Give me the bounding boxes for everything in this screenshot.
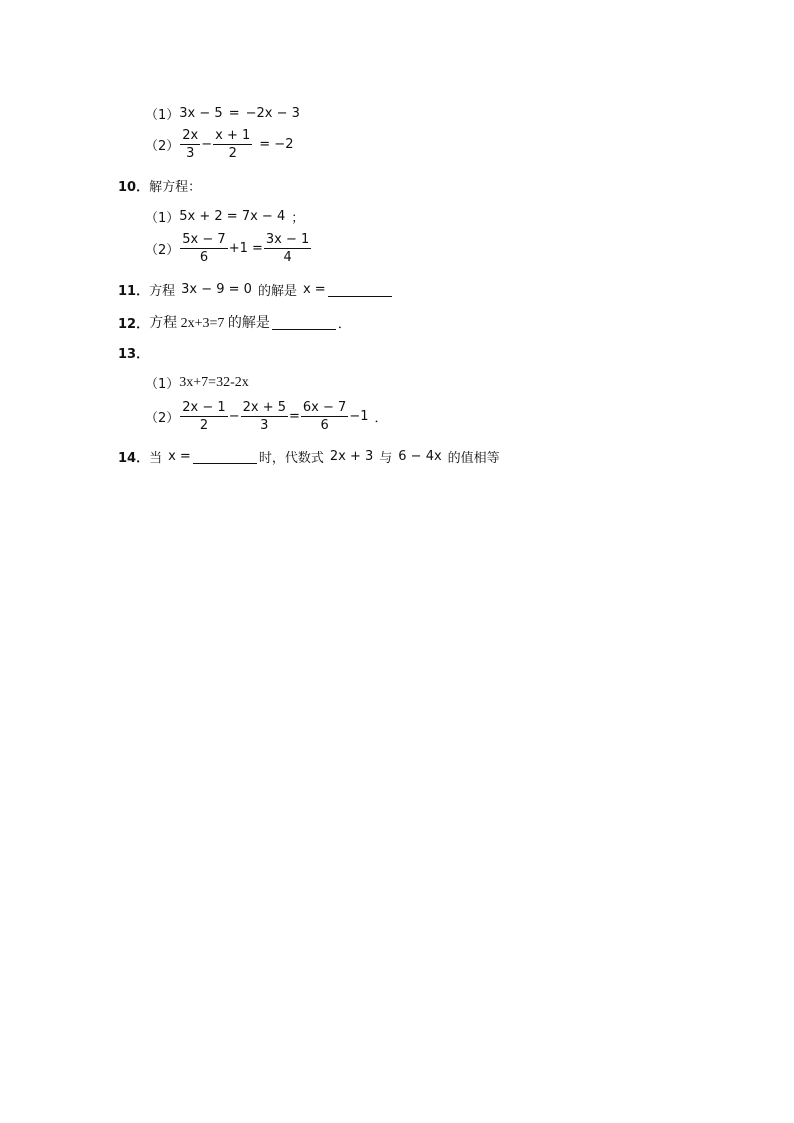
equation-lhs: 3x − 5	[179, 106, 223, 121]
fraction	[213, 128, 252, 161]
numerator: 6x − 7	[302, 400, 347, 415]
denominator: 4	[283, 250, 292, 265]
question-number: 13．	[118, 347, 150, 362]
question-text: 与	[379, 451, 393, 466]
fraction	[301, 400, 348, 433]
part-label: （2）	[145, 411, 180, 426]
denominator: 3	[186, 146, 195, 161]
question-title: 解方程：	[149, 180, 202, 195]
question-text: 的解是	[257, 284, 297, 299]
variable: x =	[168, 449, 191, 464]
variable: x =	[302, 282, 326, 297]
fraction	[264, 232, 311, 265]
q13-header	[118, 343, 149, 362]
denominator: 2	[228, 146, 237, 161]
numerator: 3x − 1	[265, 232, 310, 247]
q10-part2	[145, 232, 312, 265]
q9-part1	[145, 104, 300, 123]
equals-sign: =	[228, 106, 240, 121]
fraction	[180, 232, 227, 265]
equals-sign: =	[289, 409, 300, 424]
fraction	[180, 400, 227, 433]
q11	[118, 280, 394, 299]
denominator: 3	[260, 418, 269, 433]
middle-term: +1 =	[228, 241, 263, 256]
period: ．	[374, 411, 388, 426]
period: ．	[337, 316, 351, 332]
expression: 2x + 3	[329, 449, 374, 464]
numerator: 2x − 1	[182, 400, 226, 415]
answer-blank[interactable]	[328, 282, 392, 297]
answer-blank[interactable]	[193, 449, 257, 464]
denominator: 2	[199, 418, 209, 433]
q10-header	[118, 176, 201, 195]
equation-rhs: −2x − 3	[245, 106, 300, 121]
semicolon: ；	[291, 211, 305, 226]
part-label: （2）	[145, 139, 180, 154]
question-text: 当	[149, 451, 163, 466]
part-label: （1）	[145, 108, 180, 123]
part-label: （1）	[145, 211, 180, 226]
equation: 5x + 2 = 7x − 4	[179, 209, 286, 224]
question-text: 的值相等	[447, 451, 500, 466]
q10-part1	[145, 207, 304, 226]
question-number: 14．	[118, 451, 150, 466]
numerator: 2x + 5	[242, 400, 286, 415]
q12	[118, 312, 351, 332]
denominator: 6	[199, 250, 209, 265]
numerator: 2x	[182, 128, 199, 143]
fraction	[241, 400, 288, 433]
part-label: （2）	[145, 243, 180, 258]
q14	[118, 447, 500, 466]
expression: 6 − 4x	[398, 449, 442, 464]
question-text: 方程	[149, 284, 176, 299]
trailing-term: −1	[349, 409, 369, 424]
q13-part2	[145, 400, 388, 433]
equation: 3x − 9 = 0	[181, 282, 252, 297]
numerator: x + 1	[215, 128, 251, 143]
part-label: （1）	[145, 377, 180, 392]
minus-sign: −	[201, 137, 213, 152]
question-number: 12．	[118, 316, 150, 332]
denominator: 6	[320, 418, 329, 433]
numerator: 5x − 7	[182, 232, 226, 247]
q13-part1	[145, 373, 249, 392]
equation: 3x+7=32-2x	[179, 374, 249, 390]
question-text: 方程 2x+3=7 的解是	[149, 316, 270, 331]
question-number: 11．	[118, 284, 150, 299]
question-number: 10．	[118, 180, 150, 195]
question-text: 时，代数式	[258, 451, 324, 466]
equation-rhs: = −2	[259, 137, 294, 152]
answer-blank[interactable]	[272, 315, 336, 330]
fraction	[180, 128, 200, 161]
minus-sign: −	[228, 409, 240, 424]
q9-part2	[145, 128, 293, 161]
